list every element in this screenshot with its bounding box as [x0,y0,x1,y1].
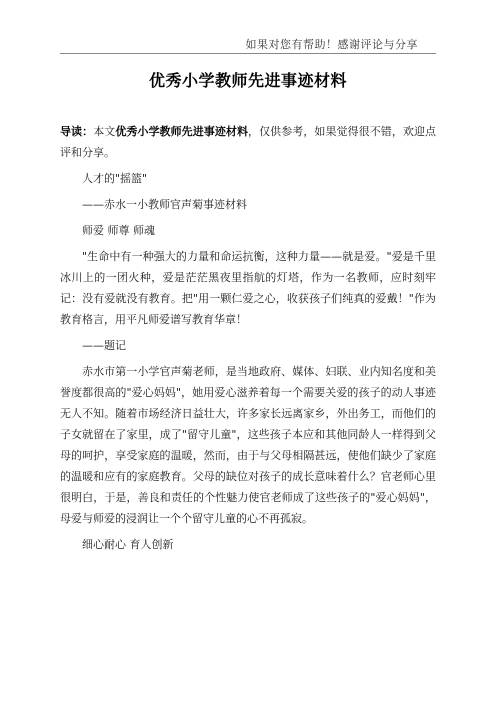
intro-text-before: 本文 [93,125,116,138]
intro-text-after: ，仅供参考，如果觉得很不错，欢迎点评和分享。 [60,125,437,159]
intro-paragraph [60,121,436,163]
epigraph-label: ——题记 [82,339,126,352]
header-note: 如果对您有帮助！感谢评论与分享 [245,38,418,51]
section-heading-teacher-love: 师爱 师尊 师魂 [82,224,155,237]
document-title: 优秀小学教师先进事迹材料 [148,71,347,90]
epigraph-paragraph: "生命中有一种强大的力量和命运抗衡，这种力量——就是爱。"爱是千里冰川上的一团火种，爱是茫茫黑夜里指航的灯塔，作为一名教师，应时刻牢记：没有爱就没有教育。把"用一颗仁爱之心，收获孩子们纯真的爱戴！"作为教育格言，用平凡师爱谱写教育华章！ [60,250,436,326]
body-paragraph: 赤水市第一小学官声菊老师，是当地政府、媒体、妇联、业内知名度和美誉度都很高的"爱心妈妈"，她用爱心滋养着每一个需要关爱的孩子的动人事迹无人不知。随着市场经济日益壮大，许多家长远离家乡，外出务工，而他们的子女就留在了家里，成了"留守儿童"，这些孩子本应和其他同龄人一样得到父母的呵护，享受家庭的温暖，然而，由于与父母相隔甚远，使他们缺少了家庭的温暖和应有的家庭教育。父母的缺位对孩子的成长意味着什么？官老师心里很明白，于是，善良和责任的个性魅力使官老师成了这些孩子的"爱心妈妈"，母爱与师爱的浸润让一个个留守儿童的心不再孤寂。 [60,365,436,525]
document-body [60,121,436,560]
section-heading-patience: 细心耐心 育人创新 [82,538,174,551]
intro-label: 导读： [60,125,94,138]
intro-bold-title: 优秀小学教师先进事迹材料 [115,125,249,138]
subtitle-source: ——赤水一小教师官声菊事迹材料 [82,198,247,211]
subtitle-cradle: 人才的"摇篮" [82,172,148,185]
header-divider [60,53,436,54]
